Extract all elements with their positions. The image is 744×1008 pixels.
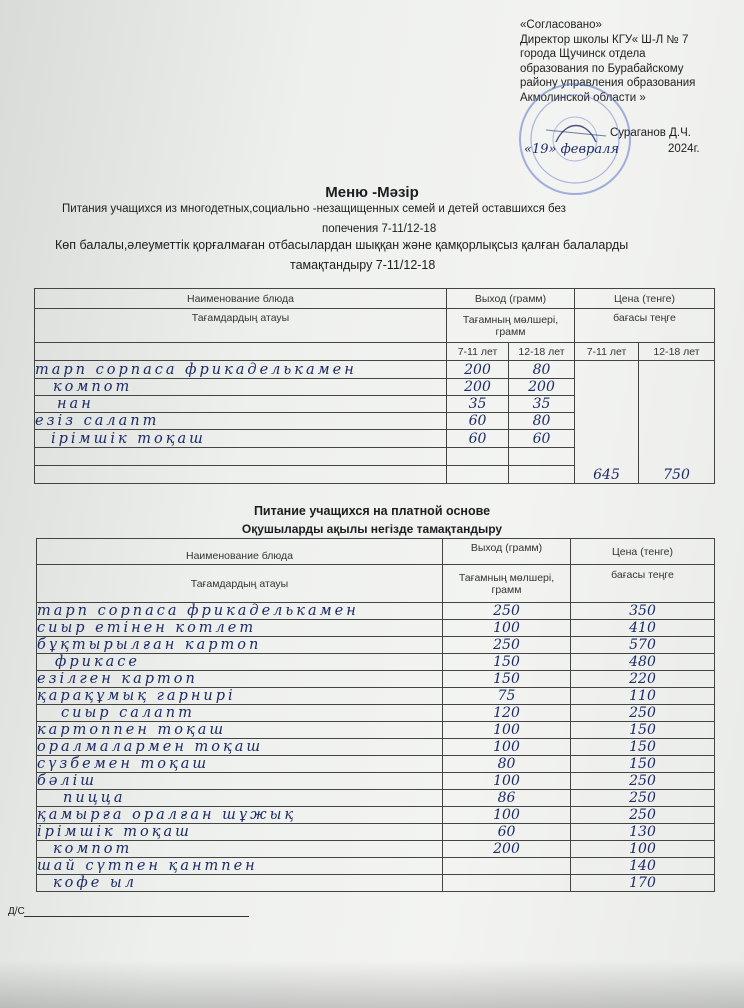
dish-output: 86 bbox=[443, 790, 571, 807]
page-title: Меню -Мәзір bbox=[325, 184, 419, 201]
dish-output-7-11: 60 bbox=[447, 430, 509, 448]
empty-cell bbox=[509, 448, 575, 466]
dish-output: 100 bbox=[443, 773, 571, 790]
dish-output-12-18: 80 bbox=[509, 361, 575, 379]
dish-price: 250 bbox=[571, 773, 715, 790]
dish-name: компот bbox=[35, 379, 447, 396]
approval-line: города Щучинск отдела bbox=[520, 48, 646, 60]
dish-output: 100 bbox=[443, 807, 571, 824]
photo-shadow bbox=[0, 960, 744, 1008]
dish-name: қамырға оралған шұжық bbox=[37, 807, 443, 824]
dish-name: сүзбемен тоқаш bbox=[37, 756, 443, 773]
dish-output: 60 bbox=[443, 824, 571, 841]
dish-price: 570 bbox=[571, 637, 715, 654]
dish-price: 150 bbox=[571, 756, 715, 773]
age-7-11: 7-11 лет bbox=[447, 343, 509, 361]
dish-output-12-18: 35 bbox=[509, 396, 575, 413]
approval-line: Акмолинской области » bbox=[520, 91, 646, 104]
dish-output-12-18: 80 bbox=[509, 413, 575, 430]
dish-name: тарп сорпаса фрикаделькамен bbox=[35, 361, 447, 379]
dish-name: езіз салапт bbox=[35, 413, 447, 430]
subtitle-ru-1: Питания учащихся из многодетных,социально -незащищенных семей и детей оставшихся без bbox=[62, 203, 566, 215]
dish-output: 75 bbox=[443, 688, 571, 705]
dish-price: 250 bbox=[571, 705, 715, 722]
section-paid-subtitle: Оқушыларды ақылы негізде тамақтандыру bbox=[241, 522, 503, 536]
dish-price: 170 bbox=[571, 875, 715, 892]
menu-table-paid bbox=[36, 538, 715, 892]
dish-price: 350 bbox=[571, 603, 715, 620]
empty-cell bbox=[509, 466, 575, 484]
col-output-ru: Выход (грамм) bbox=[447, 289, 575, 309]
dish-output: 150 bbox=[443, 654, 571, 671]
dish-output bbox=[443, 858, 571, 875]
dish-output: 120 bbox=[443, 705, 571, 722]
dish-output: 100 bbox=[443, 722, 571, 739]
col-name-ru: Наименование блюда bbox=[37, 539, 443, 565]
signature-line bbox=[24, 916, 249, 917]
dish-output: 250 bbox=[443, 637, 571, 654]
approval-date: «19» февраля bbox=[524, 142, 619, 157]
subtitle-ru-2: попечения 7-11/12-18 bbox=[322, 223, 437, 235]
dish-output-7-11: 200 bbox=[447, 379, 509, 396]
approval-line: Директор школы КГУ« Ш-Л № 7 bbox=[520, 33, 689, 46]
dish-output: 100 bbox=[443, 739, 571, 756]
approval-line: «Согласовано» bbox=[520, 19, 602, 31]
approval-line: образования по Бурабайскому bbox=[520, 62, 684, 75]
dish-output: 200 bbox=[443, 841, 571, 858]
dish-price: 130 bbox=[571, 824, 715, 841]
dish-price: 140 bbox=[571, 858, 715, 875]
dish-price: 250 bbox=[571, 790, 715, 807]
empty-cell bbox=[35, 448, 447, 466]
col-price-ru: Цена (тенге) bbox=[575, 289, 715, 309]
dish-name: тарп сорпаса фрикаделькамен bbox=[37, 603, 443, 620]
dish-name: компот bbox=[37, 841, 443, 858]
dish-name: пицца bbox=[37, 790, 443, 807]
dish-output-12-18: 200 bbox=[509, 379, 575, 396]
empty-cell bbox=[35, 466, 447, 484]
menu-table-free bbox=[34, 288, 715, 484]
col-output-kz: Тағамның мөлшері, грамм bbox=[447, 309, 575, 343]
footer-label: Д/С bbox=[8, 906, 25, 917]
dish-name: картоппен тоқаш bbox=[37, 722, 443, 739]
dish-name: езілген картоп bbox=[37, 671, 443, 688]
dish-name: фрикасе bbox=[37, 654, 443, 671]
dish-name: бұқтырылған картоп bbox=[37, 637, 443, 654]
empty-cell bbox=[447, 448, 509, 466]
dish-price: 220 bbox=[571, 671, 715, 688]
dish-name: оралмалармен тоқаш bbox=[37, 739, 443, 756]
dish-price: 410 bbox=[571, 620, 715, 637]
col-output-ru: Выход (грамм) bbox=[443, 539, 571, 565]
dish-name: қарақұмық гарнирі bbox=[37, 688, 443, 705]
dish-name: бәліш bbox=[37, 773, 443, 790]
approval-year: 2024г. bbox=[668, 143, 700, 155]
age-12-18: 12-18 лет bbox=[639, 343, 715, 361]
dish-price: 110 bbox=[571, 688, 715, 705]
col-name-kz: Тағамдардың атауы bbox=[35, 309, 447, 343]
school-stamp bbox=[516, 80, 634, 198]
col-price-ru: Цена (тенге) bbox=[571, 539, 715, 565]
dish-output-7-11: 35 bbox=[447, 396, 509, 413]
dish-price: 100 bbox=[571, 841, 715, 858]
dish-name: шай сүтпен қантпен bbox=[37, 858, 443, 875]
col-output-kz: Тағамның мөлшері, грамм bbox=[443, 565, 571, 603]
dish-price: 150 bbox=[571, 722, 715, 739]
subtitle-kz-1: Көп балалы,әлеуметтік қорғалмаған отбасылардан шыққан және қамқорлықсыз қалған балаларды bbox=[55, 238, 629, 252]
col-price-kz: бағасы теңге bbox=[575, 309, 715, 343]
subtitle-kz-2: тамақтандыру 7-11/12-18 bbox=[290, 258, 436, 272]
col-price-kz: бағасы теңге bbox=[571, 565, 715, 603]
dish-output-12-18: 60 bbox=[509, 430, 575, 448]
age-12-18: 12-18 лет bbox=[509, 343, 575, 361]
empty-cell bbox=[35, 343, 447, 361]
dish-name: сиыр салапт bbox=[37, 705, 443, 722]
dish-name: ірімшік тоқаш bbox=[37, 824, 443, 841]
price-7-11: 645 bbox=[575, 361, 639, 484]
dish-output: 150 bbox=[443, 671, 571, 688]
dish-name: ірімшік тоқаш bbox=[35, 430, 447, 448]
dish-output: 100 bbox=[443, 620, 571, 637]
col-name-kz: Тағамдардың атауы bbox=[37, 565, 443, 603]
dish-output: 250 bbox=[443, 603, 571, 620]
dish-output-7-11: 60 bbox=[447, 413, 509, 430]
price-12-18: 750 bbox=[639, 361, 715, 484]
dish-name: нан bbox=[35, 396, 447, 413]
dish-name: сиыр етінен котлет bbox=[37, 620, 443, 637]
dish-price: 150 bbox=[571, 739, 715, 756]
dish-name: кофе ыл bbox=[37, 875, 443, 892]
signer-name: Сураганов Д.Ч. bbox=[610, 127, 691, 139]
dish-output-7-11: 200 bbox=[447, 361, 509, 379]
section-paid-title: Питание учащихся на платной основе bbox=[253, 504, 491, 518]
approval-line: району управления образования bbox=[520, 77, 696, 89]
dish-price: 480 bbox=[571, 654, 715, 671]
dish-output bbox=[443, 875, 571, 892]
dish-output: 80 bbox=[443, 756, 571, 773]
empty-cell bbox=[447, 466, 509, 484]
age-7-11: 7-11 лет bbox=[575, 343, 639, 361]
col-name-ru: Наименование блюда bbox=[35, 289, 447, 309]
dish-price: 250 bbox=[571, 807, 715, 824]
